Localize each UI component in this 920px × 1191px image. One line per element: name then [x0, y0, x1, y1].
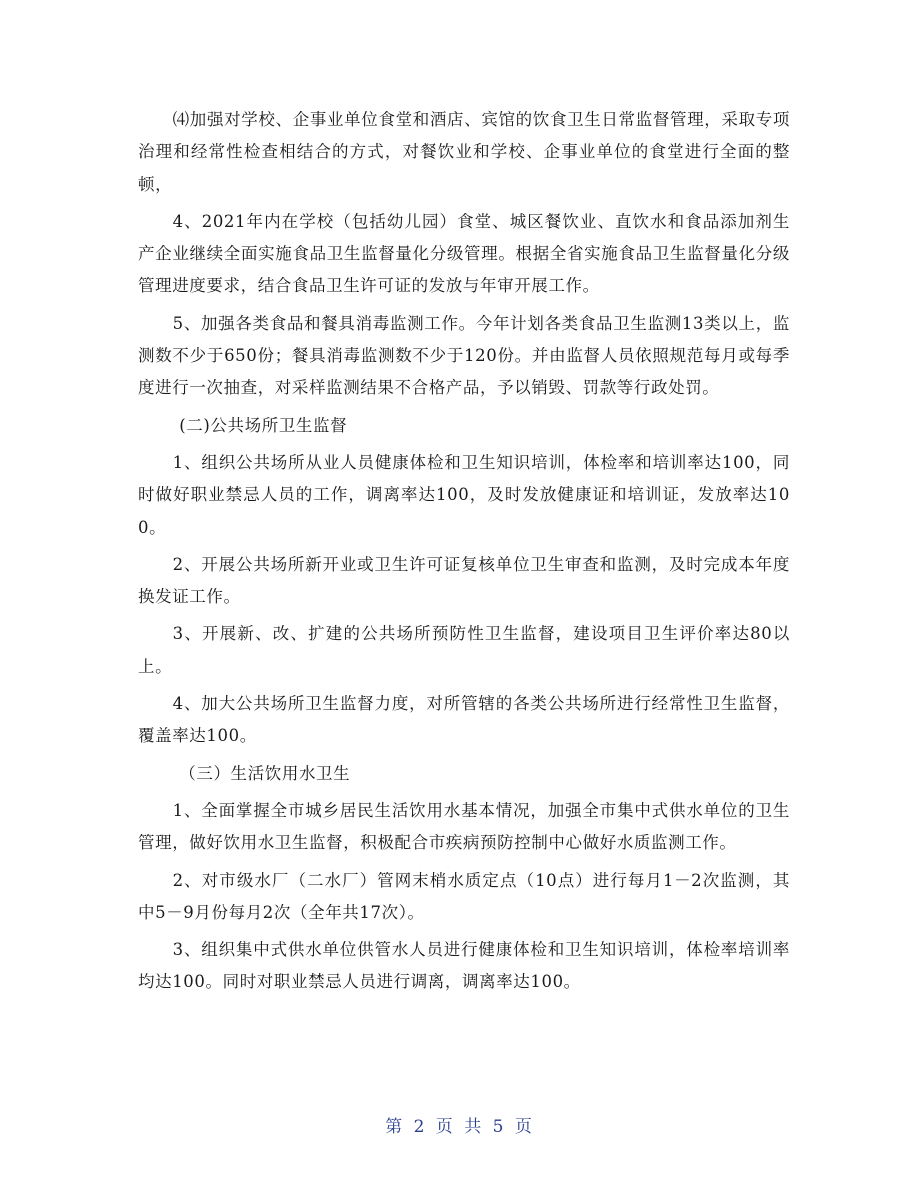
section-heading-public-places: (二)公共场所卫生监督: [179, 415, 348, 435]
paragraph-preventive-supervision: 3、开展新、改、扩建的公共场所预防性卫生监督，建设项目卫生评价率达80以上。: [138, 624, 790, 676]
paragraph-quantified-grading: 4、2021年内在学校（包括幼儿园）食堂、城区餐饮业、直饮水和食品添加剂生产企业继续全面实施食品卫生监督量化分级管理。根据全省实施食品卫生监督量化分级管理进度要求，结合食品卫生许可证的发放与年审开展工作。: [138, 211, 790, 296]
paragraph-disinfection-monitoring: 5、加强各类食品和餐具消毒监测工作。今年计划各类食品卫生监测13类以上，监测数不少于650份；餐具消毒监测数不少于120份。并由监督人员依照规范每月或每季度进行一次抽查，对采样监测结果不合格产品，予以销毁、罚款等行政处罚。: [138, 313, 790, 398]
paragraph-health-checkup-training: 1、组织公共场所从业人员健康体检和卫生知识培训，体检率和培训率达100，同时做好职业禁忌人员的工作，调离率达100，及时发放健康证和培训证，发放率达100。: [138, 452, 790, 537]
paragraph-water-staff-training: 3、组织集中式供水单位供管水人员进行健康体检和卫生知识培训，体检率培训率均达100。同时对职业禁忌人员进行调离，调离率达100。: [138, 940, 790, 992]
page-number-footer: 第 2 页 共 5 页: [385, 1117, 535, 1137]
paragraph-water-management: 1、全面掌握全市城乡居民生活饮用水基本情况，加强全市集中式供水单位的卫生管理，做好饮用水卫生监督，积极配合市疾病预防控制中心做好水质监测工作。: [138, 800, 790, 853]
paragraph-routine-supervision: 4、加大公共场所卫生监督力度，对所管辖的各类公共场所进行经常性卫生监督，覆盖率达100。: [138, 694, 790, 746]
paragraph-water-quality-monitoring: 2、对市级水厂（二水厂）管网末梢水质定点（10点）进行每月1－2次监测，其中5－9月份每月2次（全年共17次）。: [138, 870, 790, 922]
section-heading-drinking-water: （三）生活饮用水卫生: [179, 763, 351, 783]
paragraph-license-review: 2、开展公共场所新开业或卫生许可证复核单位卫生审查和监测，及时完成本年度换发证工作。: [138, 554, 790, 607]
document-body: [138, 104, 790, 1004]
paragraph-canteen-supervision: ⑷加强对学校、企事业单位食堂和酒店、宾馆的饮食卫生日常监督管理，采取专项治理和经常性检查相结合的方式，对餐饮业和学校、企事业单位的食堂进行全面的整顿，: [138, 110, 790, 194]
